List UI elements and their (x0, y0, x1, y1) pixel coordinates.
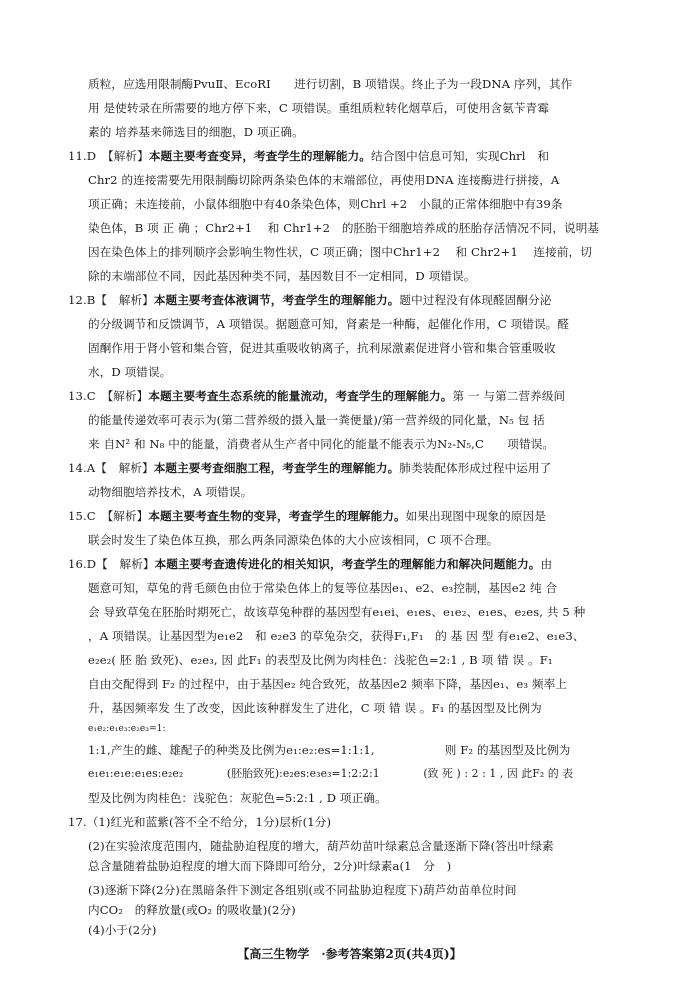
answer-text: 如果出现图中现象的原因是 (405, 509, 546, 523)
text-line: e₁e₂:e₁e₃:e₂e₃=1: (88, 724, 166, 734)
text-line: 会 导致草兔在胚胎时期死亡，故该草兔种群的基因型有e₁ei、e₁es、e₁e₂、e₁es、e₂es, 共 5 种 (88, 605, 586, 619)
answer-topic: 本题主要考查变异，考查学生的理解能力。 (148, 149, 371, 163)
text-line: 固酮作用于肾小管和集合管，促进其重吸收钠离子，抗利尿激素促进肾小管和集合管重吸收 (88, 341, 556, 355)
text-line: 题意可知，草兔的背毛颜色由位于常染色体上的复等位基因e₁、e2、e₃控制，基因e2 纯 合 (88, 581, 558, 595)
answer-text: 肺类装配体形成过程中运用了 (399, 461, 552, 475)
answer-topic: 本题主要考查生态系统的能量流动，考查学生的理解能力。 (148, 389, 453, 403)
answer-text: 第 一 与第二营养级间 (452, 389, 566, 403)
answer-label: 15.C 【解析】 (68, 509, 149, 523)
answer-text: 题中过程没有体现醛固酮分泌 (399, 293, 552, 307)
text-line: 水，D 项错误。 (88, 365, 172, 379)
answer-text: 由 (540, 557, 553, 571)
answer-17-heading: 17.（1)红光和蓝紫(答不全不给分，1分)层析(1分) (68, 815, 332, 829)
text-line: ，A 项错误。让基因型为e₁e2 和 e₂e3 的草兔杂交，获得F₁,F₁ 的 基 因 型 有e₁e2、e₁e3、 (88, 629, 585, 643)
text-line: (4)小于(2分) (88, 923, 157, 937)
text-line: 因在染色体上的排列顺序会影响生物性状，C 项正确；图中Chr1+2 和 Chr2+1 连接前，切 (88, 245, 592, 259)
text-line: 来 自N² 和 N₈ 中的能量，消费者从生产者中同化的能量不能表示为N₂-N₅,C 项错误。 (88, 437, 555, 451)
text-line: Chr2 的连接需要先用限制酶切除两条染色体的末端部位，再使用DNA 连接酶进行拼接，A (88, 173, 560, 187)
text-line: e₂e₂( 胚 胎 致死)、e₂e₃, 因 此F₁ 的表型及比例为肉桂色：浅驼色=2:1 , B 项 错 误 。F₁ (88, 653, 553, 667)
answer-label: 11.D 【解析】 (68, 149, 149, 163)
text-line: (2)在实验浓度范围内，随盐胁迫程度的增大，葫芦幼苗叶绿素总含量逐渐下降(答出叶绿素 (88, 839, 554, 853)
text-line: 联会时发生了染色体互换，那么两条同源染色体的大小应该相同，C 项不合理。 (88, 533, 499, 547)
answer-topic: 本题主要考查细胞工程，考查学生的理解能力。 (153, 461, 400, 475)
text-line: 的能量传递效率可表示为(第二营养级的摄入量一粪便量)/第一营养级的同化量，N₅ 包 括 (88, 413, 545, 427)
answer-14-heading (68, 460, 551, 476)
text-line: 的分级调节和反馈调节，A 项错误。据题意可知，肾素是一种酶，起催化作用，C 项错误。醛 (88, 317, 570, 331)
answer-label: 14.A【 解析】 (68, 461, 154, 475)
text-line: 除的末端部位不同，因此基因种类不同，基因数目不一定相同，D 项错误。 (88, 269, 476, 283)
text-line: 内CO₂ 的释放量(或O₂ 的吸收量)(2分) (88, 903, 296, 917)
text-line: 素的 培养基来筛选目的细胞，D 项正确。 (88, 125, 304, 139)
text-line: (3)逐渐下降(2分)在黑暗条件下测定各组别(或不同盐胁迫程度下)葫芦幼苗单位时间 (88, 883, 517, 897)
answer-label: 13.C 【解析】 (68, 389, 149, 403)
answer-topic: 本题主要考查遗传进化的相关知识，考查学生的理解能力和解决问题能力。 (154, 557, 541, 571)
answer-12-heading (68, 292, 551, 308)
answer-11-heading (68, 148, 549, 164)
answer-text: 结合图中信息可知，实现Chrl 和 (371, 149, 550, 163)
answer-13-heading (68, 388, 565, 404)
text-line: e₁e₁:e₁e:e₁es:e₂e₂ (胚胎致死):e₂es:e₃e₃=1:2:2:1 (致 死 ) : 2 : 1 , 因 此F₂ 的 表 (88, 767, 574, 780)
answer-16-heading (68, 556, 552, 572)
text-line: 项正确；未连接前，小鼠体细胞中有40条染色体，则Chrl +2 小鼠的正常体细胞中有39条 (88, 197, 563, 211)
text-line: 质粒，应选用限制酶PvuⅡ、EcoRI 进行切割，B 项错误。终止子为一段DNA 序列，其作 (88, 77, 573, 91)
answer-topic: 本题主要考查体液调节，考查学生的理解能力。 (153, 293, 400, 307)
text-line: 总含量随着盐胁迫程度的增大而下降即可给分，2分)叶绿素a(1 分 ) (88, 859, 452, 873)
text-line: 用 是使转录在所需要的地方停下来，C 项错误。重组质粒转化烟草后，可使用含氨苄青霉 (88, 101, 549, 115)
answer-15-heading (68, 508, 546, 524)
answer-label: 12.B【 解析】 (68, 293, 154, 307)
text-line: 染色体，B 项 正 确 ；Chr2+1 和 Chr1+2 的胚胎干细胞培养成的胚胎存活情况不同，说明基 (88, 221, 600, 235)
text-line: 升，基因频率发 生了改变，因此该种群发生了进化，C 项 错 误 。F₁ 的基因型及比例为 (88, 701, 542, 715)
answer-label: 16.D【 解析】 (68, 557, 155, 571)
text-line: 型及比例为肉桂色：浅驼色：灰驼色=5:2:1 , D 项正确。 (88, 791, 387, 805)
text-line: 1:1,产生的雌、雄配子的种类及比例为e₁:e₂:es=1:1:1, 则 F₂ 的基因型及比例为 (88, 743, 571, 757)
page-footer: 【高三生物学 ·参考答案第2页(共4页)】 (237, 947, 462, 961)
answer-topic: 本题主要考查生物的变异，考查学生的理解能力。 (148, 509, 406, 523)
text-line: 自由交配得到 F₂ 的过程中，由于基因e₂ 纯合致死，故基因e2 频率下降，基因e₁、e₃ 频率上 (88, 677, 567, 691)
text-line: 动物细胞培养技术，A 项错误。 (88, 485, 253, 499)
